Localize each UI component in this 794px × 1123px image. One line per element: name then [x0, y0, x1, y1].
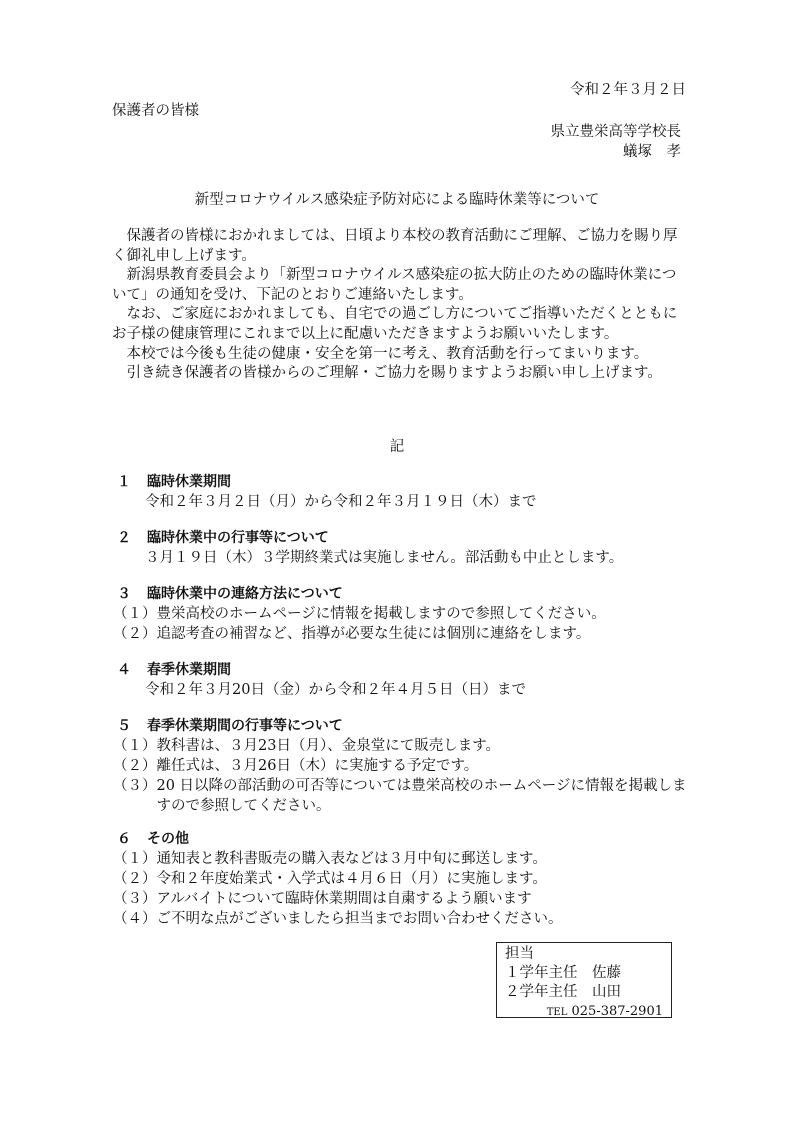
section-body: ３月１９日（木）３学期終業式は実施しません。部活動も中止とします。 [145, 550, 624, 566]
contact-line: １学年主任 佐藤 [505, 965, 621, 981]
list-item: （２） 令和２年度始業式・入学式は４月６日（月）に実施します。 [113, 871, 547, 887]
list-item: （３） 20 日以降の部活動の可否等については豊栄高校のホームページに情報を掲載しますので参照してください。 [113, 778, 687, 814]
list-item: （１） 通知表と教科書販売の購入表などは３月中旬に郵送します。 [113, 851, 547, 867]
ki-marker: 記 [389, 439, 405, 455]
document-date: 令和２年３月２日 [570, 82, 686, 98]
intro-paragraph: 本校では今後も生徒の健康・安全を第一に考え、教育活動を行ってまいります。 [126, 345, 649, 362]
section-body: 令和２年３月２日（月）から令和２年３月１９日（木）まで [145, 494, 537, 510]
intro-paragraphs [112, 227, 687, 384]
section-heading: １ 臨時休業期間 [117, 474, 231, 490]
section-5 [113, 716, 692, 816]
section-heading: ６ その他 [117, 831, 189, 847]
recipient: 保護者の皆様 [112, 103, 199, 119]
intro-paragraph: 引き続き保護者の皆様からのご理解・ご協力を賜りますようお願い申し上げます。 [126, 365, 662, 382]
section-6 [113, 829, 692, 929]
section-heading: ５ 春季休業期間の行事等について [117, 718, 343, 734]
list-item: （４） ご不明な点がございましたら担当までお問い合わせください。 [113, 911, 563, 927]
section-4 [117, 660, 692, 700]
contact-tel [505, 1002, 663, 1022]
list-item: （３） アルバイトについて臨時休業期間は自粛するよう願います [113, 891, 532, 907]
document-title: 新型コロナウイルス感染症予防対応による臨時休業等について [194, 192, 600, 208]
section-body: 令和２年３月20日（金）から令和２年４月５日（日）まで [145, 682, 526, 698]
list-item: （２） 追認考査の補習など、指導が必要な生徒には個別に連絡をします。 [113, 626, 591, 642]
section-heading: ４ 春季休業期間 [117, 662, 231, 678]
intro-paragraph: 新潟県教育委員会より「新型コロナウイルス感染症の拡大防止のための臨時休業について」の通知を受け、下記のとおりご連絡いたします。 [112, 267, 677, 303]
list-item: （１） 豊栄高校のホームページに情報を掲載しますので参照してください。 [113, 606, 606, 622]
contact-label: 担当 [505, 946, 534, 962]
section-heading: ３ 臨時休業中の連絡方法について [117, 586, 343, 602]
intro-paragraph: 保護者の皆様におかれましては、日頃より本校の教育活動にご理解、ご協力を賜り厚く御礼申し上げます。 [112, 228, 678, 264]
contact-line: ２学年主任 山田 [505, 984, 621, 1000]
intro-paragraph: なお、ご家庭におかれましても、自宅での過ごし方についてご指導いただくとともにお子様の健康管理にこれまで以上に配慮いただきますようお願いいたします。 [112, 306, 678, 342]
tel-prefix: TEL [546, 1007, 568, 1018]
contact-box [496, 942, 672, 1018]
list-item: （１） 教科書は、３月23日（月）、金泉堂にて販売します。 [113, 738, 501, 754]
section-heading: ２ 臨時休業中の行事等について [117, 530, 329, 546]
section-1 [117, 472, 692, 512]
list-item: （２） 離任式は、３月26日（木）に実施する予定です。 [113, 758, 479, 774]
section-2 [117, 528, 692, 568]
sender-school: 県立豊栄高等学校長 [550, 124, 681, 140]
tel-number: 025-387-2901 [571, 1004, 663, 1019]
section-3 [113, 584, 692, 644]
sender-name: 蟻塚 孝 [623, 144, 681, 160]
